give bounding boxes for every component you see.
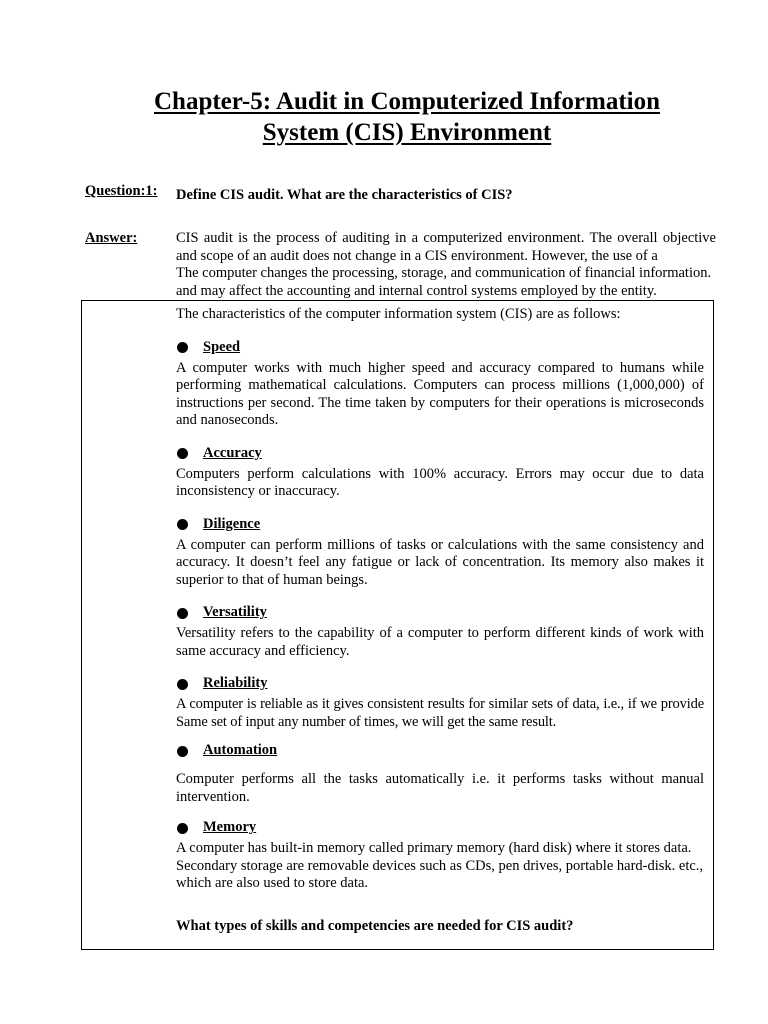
characteristic-body: A computer can perform millions of tasks or calculations with the same consistency and accuracy. It doesn’t feel any fatigue or lack of concentration. Its memory also makes it superior to that of human beings. — [176, 536, 704, 588]
characteristics-list — [176, 306, 704, 893]
answer-line-3: and may affect the accounting and internal control systems employed by the entity. — [176, 282, 657, 299]
question-text: Define CIS audit. What are the characteristics of CIS? — [176, 187, 513, 203]
characteristic-body: Computer performs all the tasks automatically i.e. it performs tasks without manual intervention. — [176, 771, 704, 805]
question-label: Question:1: — [85, 183, 158, 199]
bullet-icon — [177, 448, 188, 459]
answer-label: Answer: — [85, 230, 138, 246]
characteristic-heading — [176, 515, 704, 535]
bullet-icon — [177, 519, 188, 530]
chapter-title-line-1: Chapter-5: Audit in Computerized Information — [153, 88, 660, 115]
characteristic-title: Automation — [203, 742, 278, 759]
characteristic-reliability — [176, 674, 704, 731]
characteristic-memory — [176, 818, 704, 893]
characteristic-automation — [176, 741, 704, 806]
characteristic-title: Accuracy — [203, 444, 262, 461]
characteristic-speed — [176, 338, 704, 430]
characteristic-body: A computer works with much higher speed and accuracy compared to humans while performing mathematical calculations. Computers can process millions (1,000,000) of instructions per second. The time taken by computers for their operations is microseconds and nanoseconds. — [176, 359, 704, 428]
bullet-icon — [177, 608, 188, 619]
characteristic-heading — [176, 741, 704, 761]
characteristic-body: Computers perform calculations with 100% accuracy. Errors may occur due to data inconsistency or inaccuracy. — [176, 465, 704, 499]
characteristic-title: Diligence — [203, 515, 261, 532]
characteristics-intro: The characteristics of the computer information system (CIS) are as follows: — [176, 306, 621, 322]
bullet-icon — [177, 823, 188, 834]
answer-line-2: The computer changes the processing, storage, and communication of financial information. — [176, 265, 712, 281]
characteristic-body: A computer is reliable as it gives consistent results for similar sets of data, i.e., if we provide Same set of input any number of times, we will get the same result. — [176, 696, 704, 730]
answer-line-1: CIS audit is the process of auditing in a computerized environment. The overall objective and scope of an audit does not change in a CIS environment. However, the use of a — [176, 230, 716, 264]
characteristic-heading — [176, 603, 704, 623]
characteristic-heading — [176, 818, 704, 838]
next-question: What types of skills and competencies are needed for CIS audit? — [176, 918, 574, 934]
characteristic-diligence — [176, 515, 704, 590]
bullet-icon — [177, 679, 188, 690]
chapter-title-line-2: System (CIS) Environment — [262, 119, 552, 146]
characteristic-heading — [176, 674, 704, 694]
characteristic-title: Reliability — [203, 675, 268, 692]
characteristic-heading — [176, 444, 704, 464]
characteristic-title: Speed — [203, 338, 241, 355]
bullet-icon — [177, 746, 188, 757]
characteristic-body: Versatility refers to the capability of a computer to perform different kinds of work with same accuracy and efficiency. — [176, 625, 704, 659]
characteristic-body: A computer has built-in memory called primary memory (hard disk) where it stores data. Secondary storage are removable devices such as CDs, pen drives, portable hard-disk. etc., which are also used to store data. — [176, 840, 704, 891]
chapter-title — [60, 86, 754, 148]
characteristic-title: Memory — [203, 819, 257, 836]
answer-text — [176, 230, 716, 300]
characteristic-versatility — [176, 603, 704, 660]
bullet-icon — [177, 342, 188, 353]
characteristic-title: Versatility — [203, 604, 267, 621]
characteristic-accuracy — [176, 444, 704, 501]
characteristic-heading — [176, 338, 704, 358]
